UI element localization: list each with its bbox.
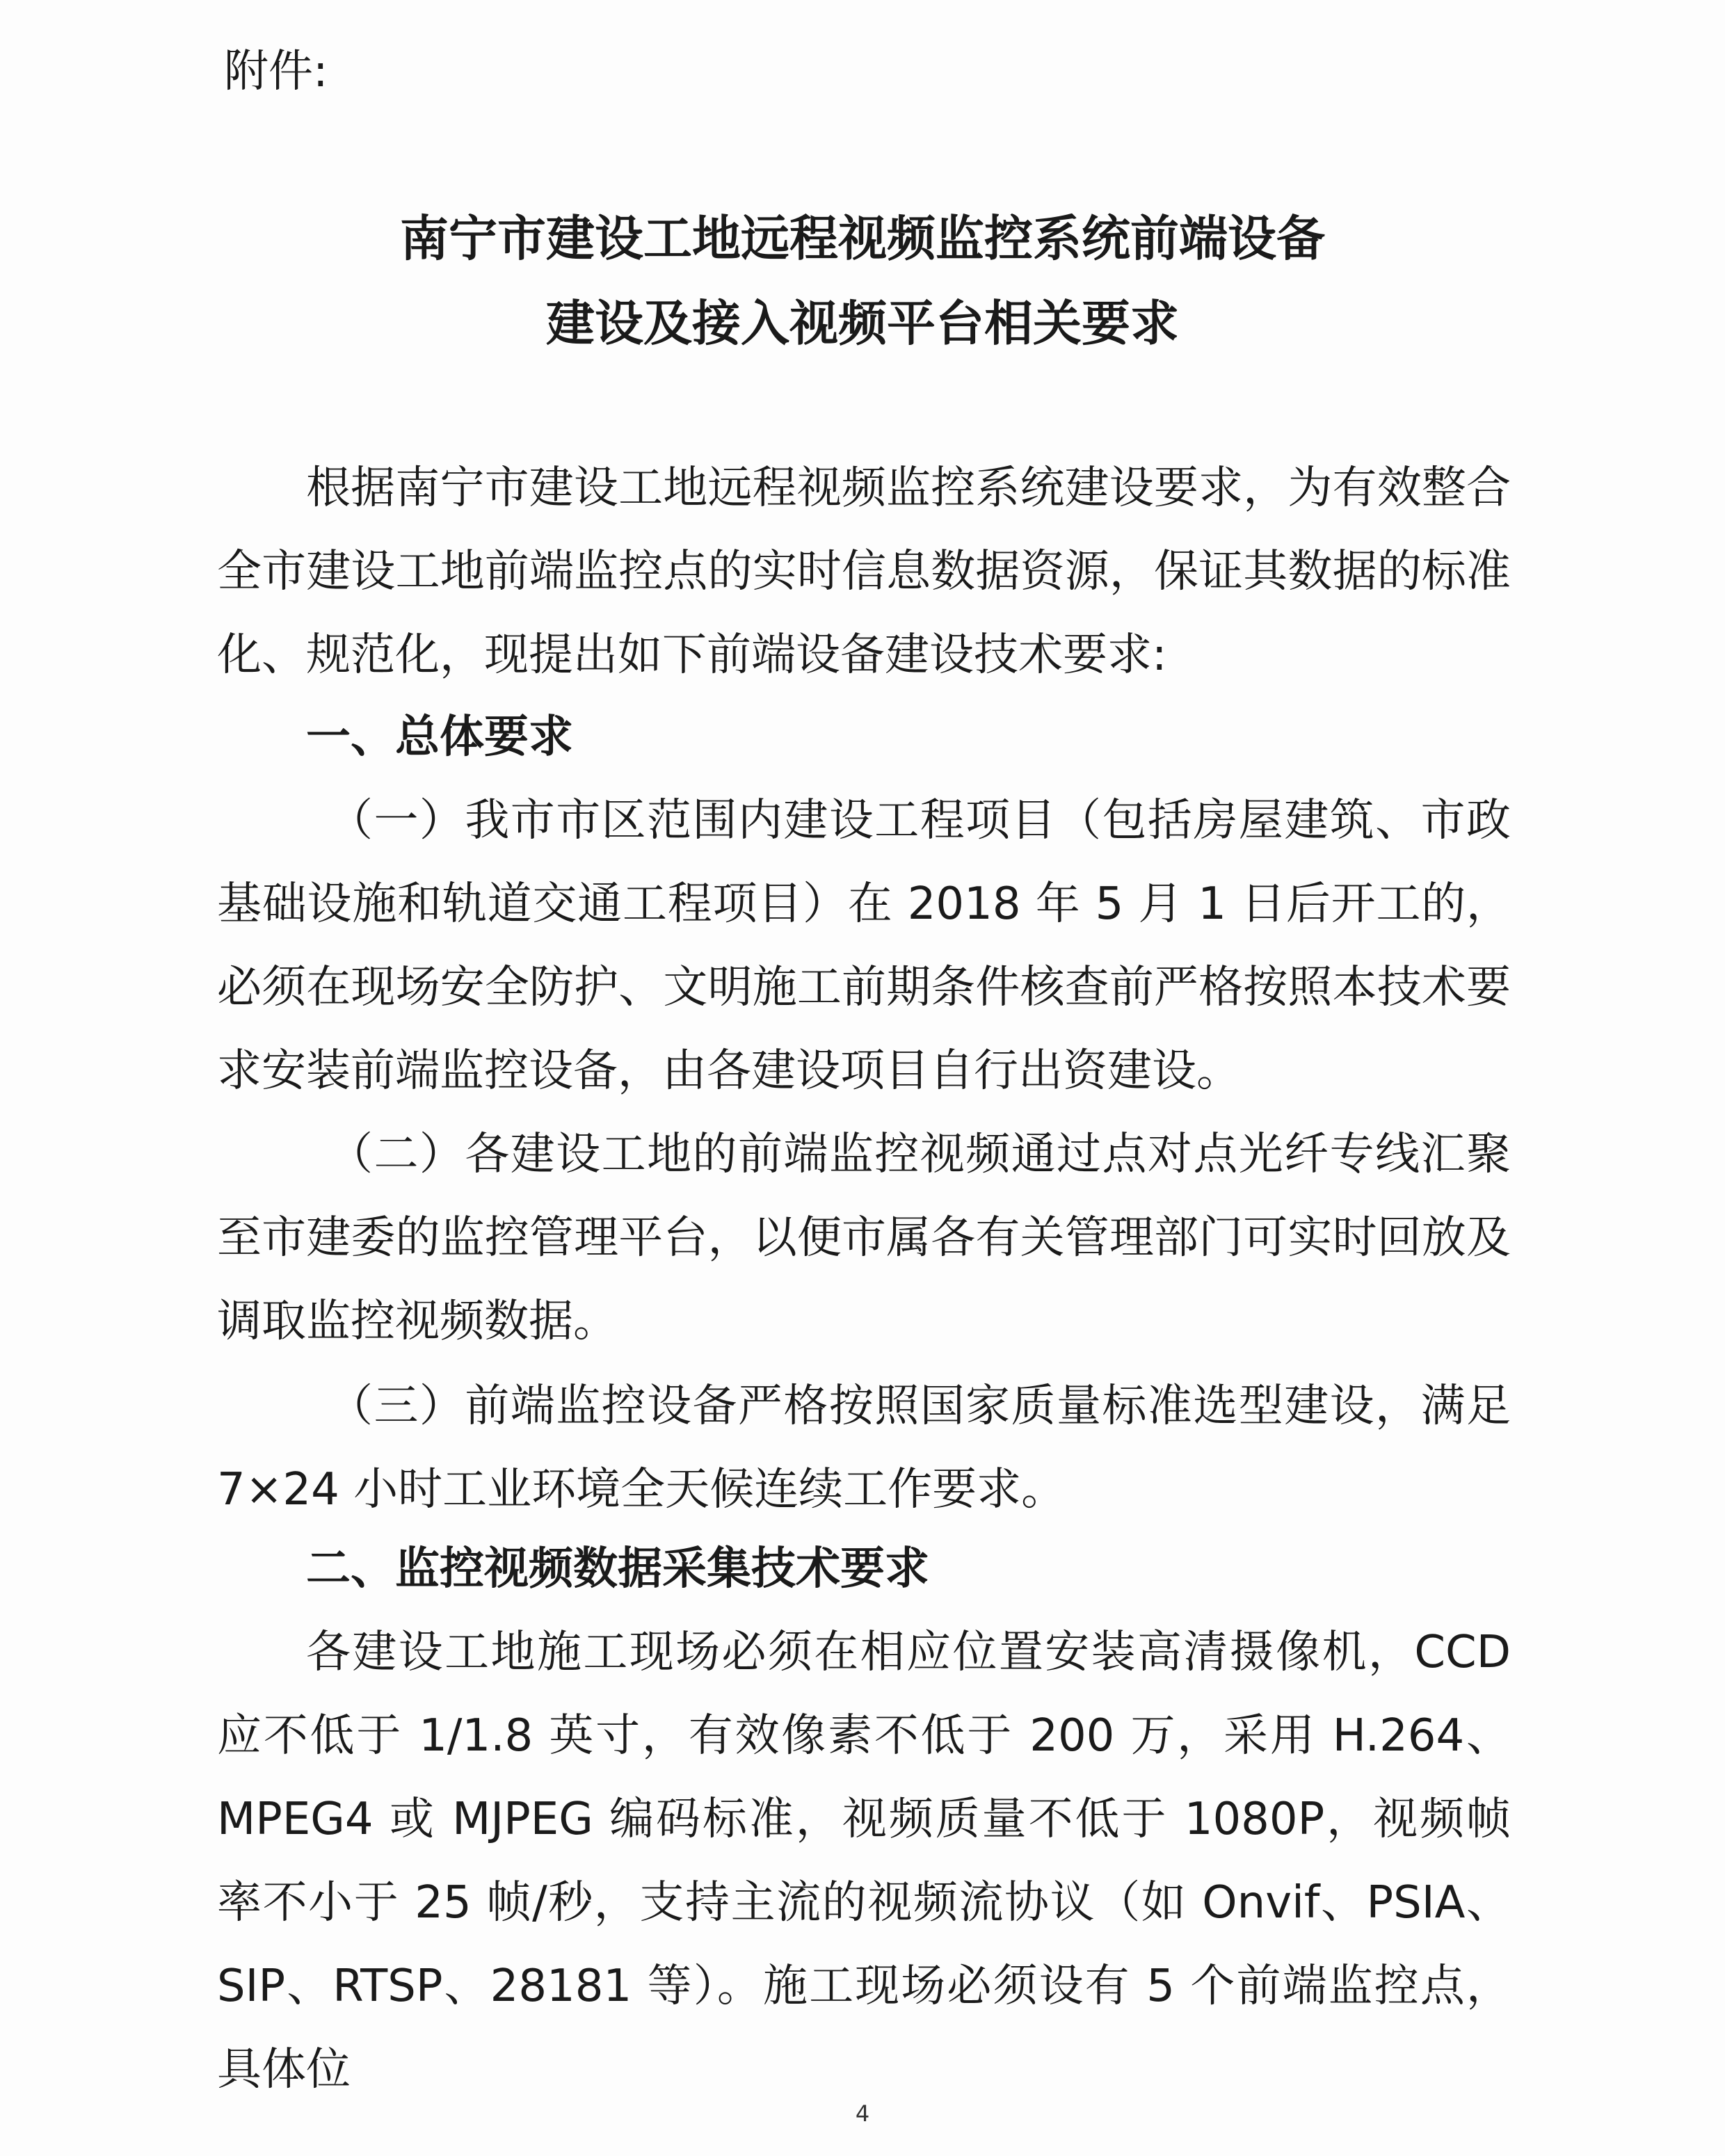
item3-paragraph: （三）前端监控设备严格按照国家质量标准选型建设，满足 7×24 小时工业环境全天候连续工作要求。 xyxy=(217,1381,1511,1515)
section1-heading: 一、总体要求 xyxy=(306,711,573,763)
document-title-line2: 建设及接入视频平台相关要求 xyxy=(546,295,1179,352)
section2-paragraph: 各建设工地施工现场必须在相应位置安装高清摄像机，CCD 应不低于 1/1.8 英寸，有效像素不低于 200 万，采用 H.264、MPEG4 或 MJPEG 编码标准，视频质量不低于 1080P，视频帧率不小于 25 帧/秒，支持主流的视频流协议（如 Onvif、PSIA、SIP、RTSP、28181 等）。施工现场必须设有 5 个前端监控点，具体位 xyxy=(217,1627,1511,2095)
intro-text: 根据南宁市建设工地远程视频监控系统建设要求，为有效整合全市建设工地前端监控点的实时信息数据资源，保证其数据的标准化、规范化，现提出如下前端设备建设技术要求: xyxy=(217,462,1511,681)
page-number: 4 xyxy=(855,2100,870,2127)
item2-paragraph: （二）各建设工地的前端监控视频通过点对点光纤专线汇聚至市建委的监控管理平台，以便市属各有关管理部门可实时回放及调取监控视频数据。 xyxy=(217,1129,1511,1347)
intro-paragraph xyxy=(217,447,1511,697)
item1-paragraph: （一）我市市区范围内建设工程项目（包括房屋建筑、市政基础设施和轨道交通工程项目）在 2018 年 5 月 1 日后开工的，必须在现场安全防护、文明施工前期条件核查前严格按照本技术要求安装前端监控设备，由各建设项目自行出资建设。 xyxy=(217,795,1511,1097)
document-title-line1: 南宁市建设工地远程视频监控系统前端设备 xyxy=(400,210,1325,267)
section2-heading: 二、监控视频数据采集技术要求 xyxy=(306,1543,929,1595)
attachment-label: 附件: xyxy=(224,46,328,97)
